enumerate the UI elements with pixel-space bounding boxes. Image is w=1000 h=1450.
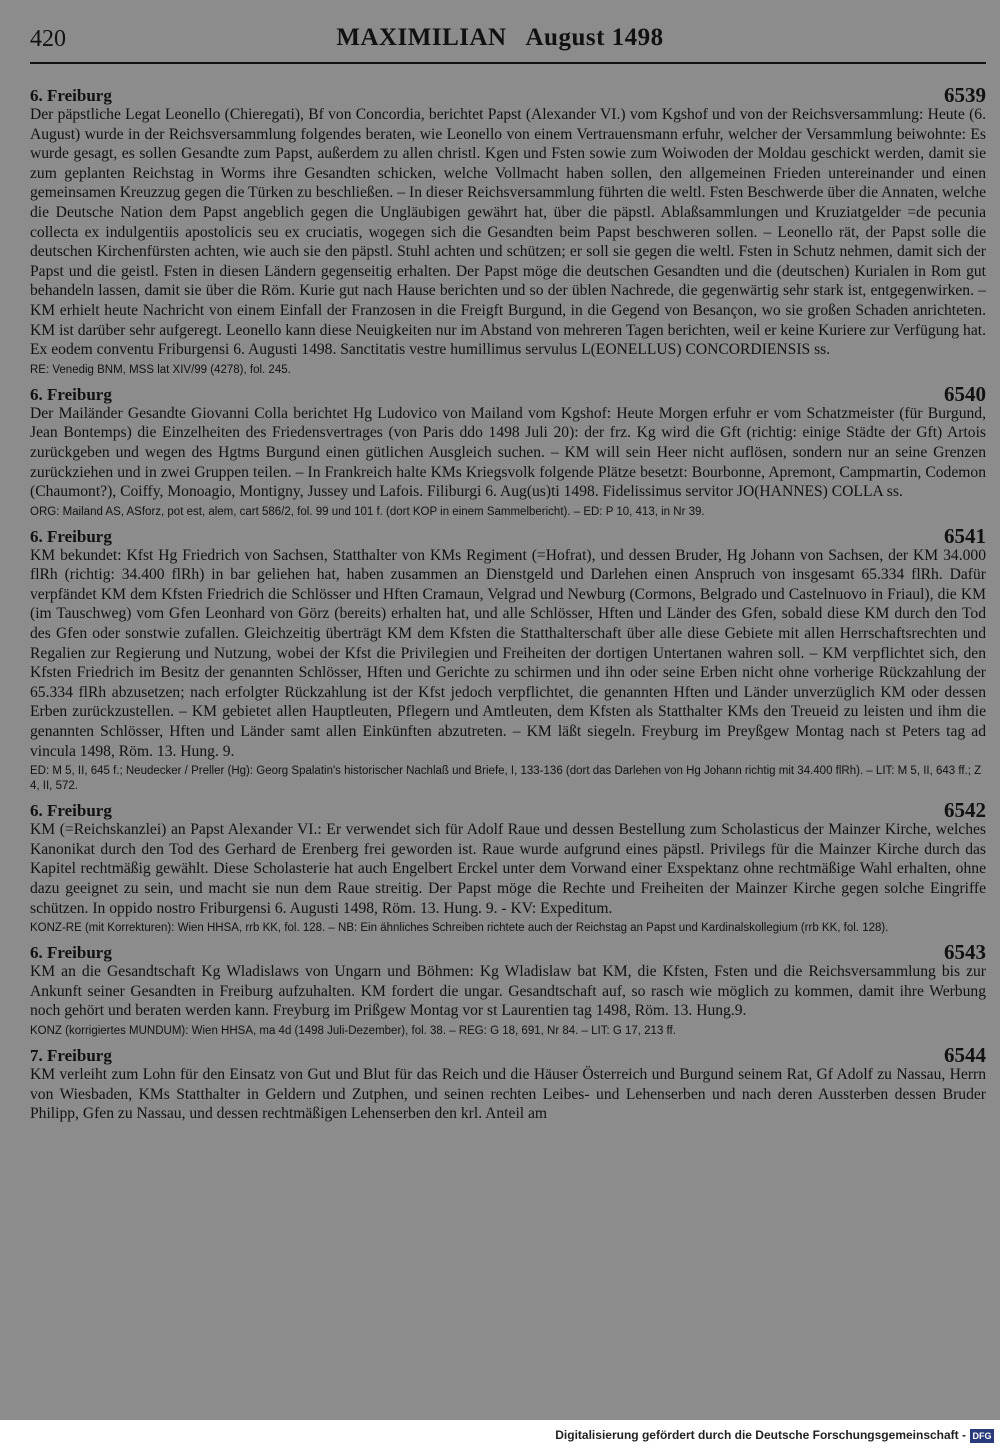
entry-source: KONZ (korrigiertes MUNDUM): Wien HHSA, ma 4d (1498 Juli-Dezember), fol. 38. – REG: G 18, 691, Nr 84. – LIT: G 17, 213 ff. [30, 1024, 676, 1037]
funding-notice: Digitalisierung gefördert durch die Deutsche Forschungsgemeinschaft - [555, 1428, 966, 1442]
entry-date-place: 6. Freiburg [30, 526, 112, 546]
entry-heading [30, 1042, 986, 1067]
page-number: 420 [30, 26, 66, 52]
entry-date-place: 6. Freiburg [30, 943, 112, 963]
entry-date-place: 6. Freiburg [30, 86, 112, 105]
entry-heading [30, 523, 986, 548]
entry-number: 6543 [944, 940, 986, 965]
entry-heading [30, 86, 986, 105]
entry-number: 6539 [944, 86, 986, 107]
entry-number: 6541 [944, 523, 986, 548]
entry-date-place: 6. Freiburg [30, 801, 112, 821]
entry-text: KM bekundet: Kfst Hg Friedrich von Sachsen, Statthalter von KMs Regiment (=Hofrat), und dessen Bruder, Hg Johann von Sachsen, der KM 34.000 flRh (richtig: 34.400 flRh) in bar geliehen hat, haben zusammen an Dienstgeld und Darlehen einen Anspruch von insgesamt 65.334 flRh. Dafür verpfändet KM dem Kfsten Friedrich die Schlösser und Hften Cramaun, Velgrad und Newburg (Cormons, Belgrado und Castelnuovo in Friaul), die KM (im Tauschweg) vom Gfen Leonhard von Görz (bereits) erhalten hat, und alle Schlösser, Hften und Länder des Gfen, sobald diese KM durch den Tod des Gfen oder sonstwie zufallen. Gleichzeitig überträgt KM dem Kfsten die Statthalterschaft über alle diese Gebiete mit allen Herrschaftsrechten und Regalien zur Regierung und Nutzung, wobei der Kfst die Privilegien und Freiheiten der dortigen Untertanen wahren soll. – KM verpflichtet sich, den Kfsten Friedrich im Besitz der genannten Schlösser, Hften und Gerichte zu schirmen und ihn oder seine Erben nicht ohne vorherige Rückzahlung der 65.334 flRh abzusetzen; nach erfolgter Rückzahlung ist der Kfst jedoch verpflichtet, die genannten Hften und Länder unverzüglich KM oder dessen Erben zurückzustellen. – KM gebietet allen Hauptleuten, Pflegern und Amtleuten, dem Kfsten als Statthalter KMs den Treueid zu leisten und ihm die genannten Schlösser, Hften und Länder samt allen Einkünften abzutreten. – KM läßt siegeln. Freyburg im Preyßgew Montag nach st Peters tag ad vincula 1498, Röm. 13. Hung. 9. [30, 546, 986, 760]
entry-heading [30, 381, 986, 406]
regest-entry-6544 [30, 1042, 986, 1124]
header-rule [30, 62, 986, 64]
entry-heading [30, 798, 986, 823]
entry-source: KONZ-RE (mit Korrekturen): Wien HHSA, rrb KK, fol. 128. – NB: Ein ähnliches Schreiben richtete auch der Reichstag an Papst und Kardinalskollegium (rrb KK, fol. 128). [30, 922, 889, 935]
dfg-logo-icon: DFG [970, 1429, 994, 1443]
regest-entry-6539 [30, 86, 986, 378]
entry-date-place: 7. Freiburg [30, 1045, 112, 1065]
running-title: MAXIMILIAN August 1498 [336, 24, 664, 51]
entry-number: 6544 [944, 1042, 986, 1067]
entry-text: KM verleiht zum Lohn für den Einsatz von Gut und Blut für das Reich und die Häuser Österreich und Burgund seinem Rat, Gf Adolf zu Nassau, Herrn von Wiesbaden, KMs Statthalter in Geldern und Zutphen, und seinen rechten Leibes- und Lehenserben und nach deren Aussterben dessen Bruder Philipp, Gfen zu Nassau, und dessen rechtmäßigen Lehenserben den krl. Anteil am [30, 1065, 986, 1123]
regest-entry-6541 [30, 523, 986, 795]
entry-text: KM (=Reichskanzlei) an Papst Alexander VI.: Er verwendet sich für Adolf Raue und dessen Bestellung zum Scholasticus der Mainzer Kirche, welches Kanonikat durch den Tod des Gerhard de Erenberg frei geworden ist. Raue wurde aufgrund eines päpstl. Privilegs für die Mainzer Kirche durch das Kapitel rechtmäßig gewählt. Diese Scholasterie hat auch Engelbert Erckel unter dem Vorwand einer Exspektanz ohne rechtmäßige Wahl erhalten, ohne dazu geeignet zu sein, und macht sie nun dem Raue streitig. Der Papst möge die Rechte und Freiheiten der Mainzer Kirche gegen solche Eingriffe schützen. In oppido nostro Friburgensi 6. Augusti 1498, Röm. 13. Hung. 9. - KV: Expeditum. [30, 821, 986, 917]
entry-heading [30, 940, 986, 965]
regesta-list [30, 86, 986, 1408]
entry-number: 6540 [944, 381, 986, 406]
entry-text: Der päpstliche Legat Leonello (Chieregati), Bf von Concordia, berichtet Papst (Alexander VI.) vom Kgshof und von der Reichsversammlung: Heute (6. August) wurde in der Reichsversammlung folgendes beraten, wie Leonello von einem Vertrauensmann erfuhr, welcher der Versammlung beiwohnte: Es wurde gesagt, es sollen Gesandte zum Papst, außerdem zu allen christl. Kgen und Fsten sowie zum Woiwoden der Moldau geschickt werden, damit sie zum geplanten Reichstag in Worms ihre Gesandten schicken, welche Vollmacht haben sollen, den allgemeinen Frieden untereinander und einen gemeinsamen Kreuzzug gegen die Türken zu beschließen. – In dieser Reichsversammlung führten die weltl. Fsten Beschwerde über die Annaten, welche die Deutsche Nation dem Papst angeblich gegen die Ungläubigen gewährt hat, über die päpstl. Ablaßsammlungen und Kruziatgelder =de pecunia collecta ex indulgentiis apostolicis seu ex cruciatis, wogegen sich die Gesandten beim Papst beschweren sollen. – Leonello rät, der Papst solle die deutschen Kirchenfürsten achten, wie auch sie den päpstl. Stuhl achten und schützen; er soll sie gegen die weltl. Fsten in Schutz nehmen, damit sich der Papst und die geistl. Fsten in diesen Ländern gegenseitig erhalten. Der Papst möge die deutschen Gesandten und die (deutschen) Kurialen in Rom gut behandeln lassen, damit sie über die Röm. Kurie gut nach Hause berichten und so der üblen Nachrede, die gegenwärtig sehr stark ist, entgegenwirken. – KM erhielt heute Nachricht von einem Einfall der Franzosen in die Freigft Burgund, in die Gegend von Besançon, wo sie großen Schaden anrichteten. KM ist darüber sehr aufgeregt. Leonello kann diese Neuigkeiten nur im Abstand von mehreren Tagen berichten, weil er keine Kuriere zur Verfügung hat. Ex eodem conventu Friburgensi 6. Augusti 1498. Sanctitatis vestre humillimus servulus L(EONELLUS) CONCORDIENSIS ss. [30, 106, 986, 359]
regest-entry-6543 [30, 940, 986, 1039]
entry-text: KM an die Gesandtschaft Kg Wladislaws von Ungarn und Böhmen: Kg Wladislaw bat KM, die Kfsten, Fsten und die Reichsversammlung bis zur Ankunft seiner Gesandten in Freiburg aufzuhalten. KM fordert die ungar. Gesandtschaft auf, so rasch wie möglich zu kommen, damit ihre Werbung noch gehört und beraten werden kann. Freyburg im Prißgew Montag vor st Laurentien tag 1498, Röm. 13. Hung.9. [30, 963, 986, 1020]
regest-entry-6540 [30, 381, 986, 520]
entry-text: Der Mailänder Gesandte Giovanni Colla berichtet Hg Ludovico von Mailand vom Kgshof: Heute Morgen erfuhr er vom Schatzmeister (für Burgund, Jean Bontemps) die Einzelheiten des Friedensvertrages (von Paris ddo 1498 Juli 20): der frz. Kg wird die Gft (richtig: einige Städte der Gft) Artois zurückgeben und wegen des Hgtms Burgund einen gütlichen Ausgleich suchen. – KM will sein Heer nicht auflösen, sondern nur an seine Grenzen zurückziehen und in zwei Gruppen teilen. – In Frankreich halte KMs Kriegsvolk folgende Plätze besetzt: Bourbonne, Apremont, Campmartin, Codemon (Chaumont?), Coiffy, Monoagio, Montigny, Jussey und Lafois. Filiburgi 6. Aug(us)ti 1498. Fidelissimus servitor JO(HANNES) COLLA ss. [30, 404, 986, 501]
page-header [30, 22, 970, 62]
digitization-footer [0, 1420, 1000, 1450]
entry-source: ED: M 5, II, 645 f.; Neudecker / Preller (Hg): Georg Spalatin's historischer Nachlaß und Briefe, I, 133-136 (dort das Darlehen von Hg Johann richtig mit 34.400 flRh). – LIT: M 5, II, 643 ff.; Z 4, II, 572. [30, 765, 982, 793]
entry-number: 6542 [944, 798, 986, 823]
regest-entry-6542 [30, 798, 986, 936]
entry-source: ORG: Mailand AS, ASforz, pot est, alem, cart 586/2, fol. 99 und 101 f. (dort KOP in einem Sammelbericht). – ED: P 10, 413, in Nr 39. [30, 505, 705, 518]
entry-date-place: 6. Freiburg [30, 384, 112, 404]
entry-source: RE: Venedig BNM, MSS lat XIV/99 (4278), fol. 245. [30, 363, 291, 376]
